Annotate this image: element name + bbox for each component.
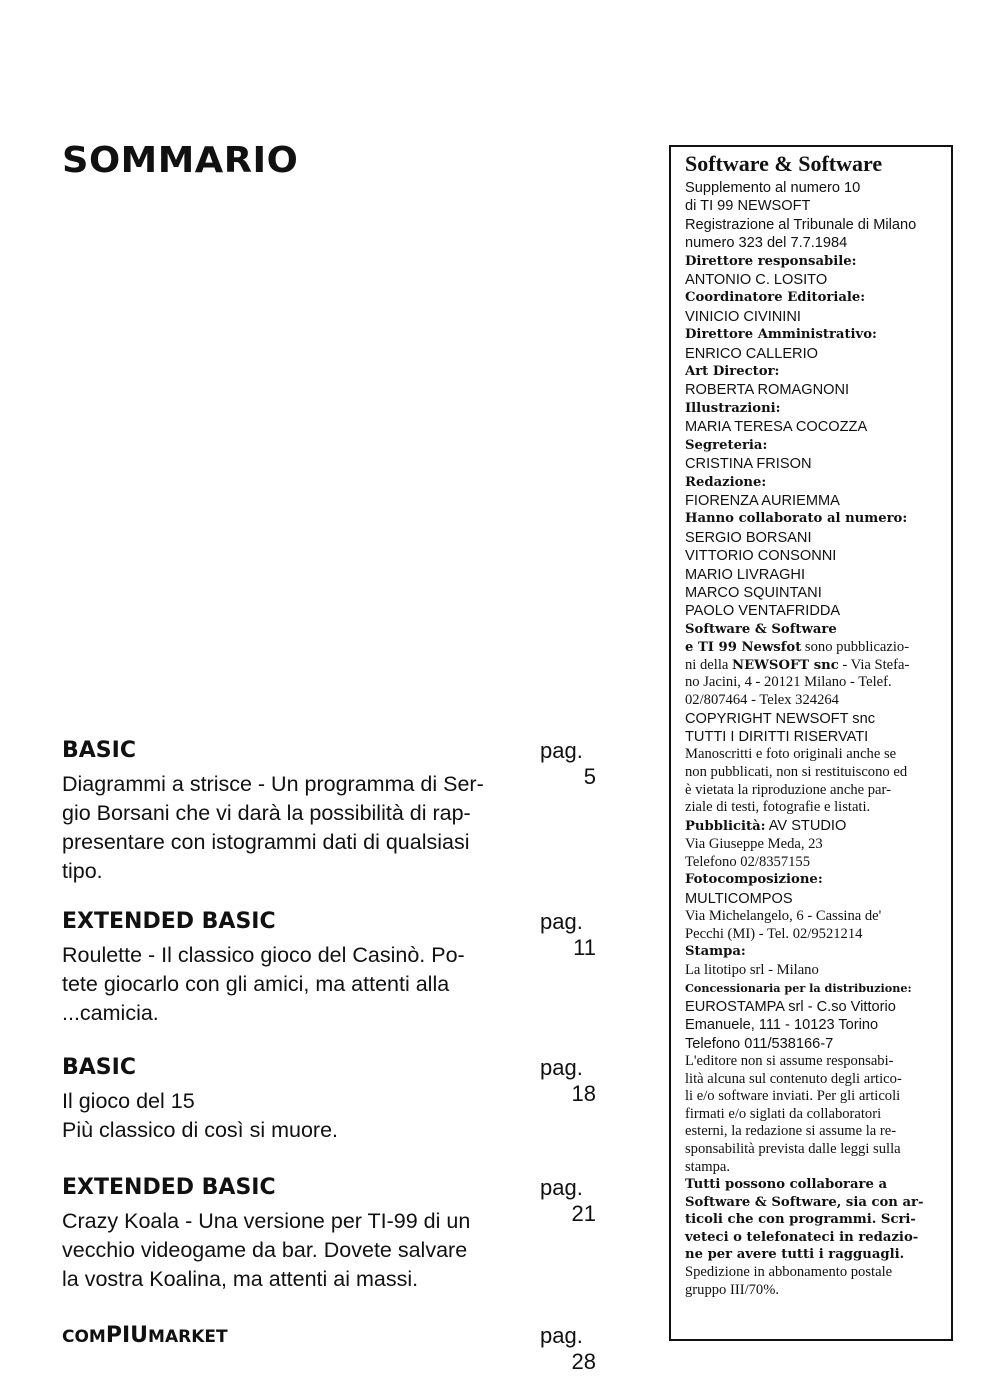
credit-text: PAOLO VENTAFRIDDA <box>685 603 841 620</box>
masthead-rights <box>685 710 951 817</box>
credit-text: non pubblicati, non si restituiscono ed <box>685 763 908 780</box>
pub-text: sono pubblicazio- <box>801 639 910 656</box>
credit-text: ENRICO CALLERIO <box>685 345 818 362</box>
credit-text: SERGIO BORSANI <box>685 529 812 546</box>
credit-label: Art Director: <box>685 364 780 380</box>
credit-text: ticoli che con programmi. Scri- <box>685 1212 916 1228</box>
credit-text: Via Giuseppe Meda, 23 <box>685 836 823 853</box>
credit-text: CRISTINA FRISON <box>685 456 812 473</box>
credit-text: MULTICOMPOS <box>685 890 793 907</box>
credit-label: Direttore Amministrativo: <box>685 327 877 343</box>
pub-text: 02/807464 - Telex 324264 <box>685 691 839 708</box>
toc-page <box>540 909 632 961</box>
credit-text: TUTTI I DIRITTI RISERVATI <box>685 728 869 745</box>
toc-entry <box>62 909 632 1028</box>
credit-text: Spedizione in abbonamento postale <box>685 1264 893 1281</box>
page-number: 21 <box>571 1201 596 1226</box>
masthead-credits <box>685 179 951 639</box>
credit-text: FIORENZA AURIEMMA <box>685 492 840 509</box>
credit-text: Telefono 011/538166-7 <box>685 1035 834 1052</box>
desc-line: Roulette - Il classico gioco del Casinò. Po- <box>62 943 465 967</box>
credit-label: Direttore responsabile: <box>685 253 857 269</box>
credit-text: Emanuele, 111 - 10123 Torino <box>685 1017 879 1034</box>
credit-text: è vietata la riproduzione anche par- <box>685 781 891 798</box>
toc-description <box>62 1207 502 1294</box>
desc-line: gio Borsani che vi darà la possibilità di rap- <box>62 801 471 825</box>
desc-line: tete giocarlo con gli amici, ma attenti alla <box>62 972 450 996</box>
credit-text: Supplemento al numero 10 <box>685 180 861 196</box>
page-label: pag. <box>540 1323 583 1348</box>
credit-label: Segreteria: <box>685 437 768 453</box>
credit-text: VITTORIO CONSONNI <box>685 548 837 565</box>
pub-text: - Via Stefa- <box>838 656 910 673</box>
credit-label: Fotocomposizione: <box>685 872 823 888</box>
page-number: 5 <box>583 764 596 789</box>
toc-description <box>62 1087 502 1145</box>
toc-entry <box>62 738 632 886</box>
credit-text: Via Michelangelo, 6 - Cassina de' <box>685 908 882 925</box>
desc-line: ...camicia. <box>62 1001 159 1025</box>
toc-page <box>540 738 632 790</box>
credit-text: ziale di testi, fotografie e listati. <box>685 799 871 816</box>
pub-company: NEWSOFT snc <box>732 657 839 673</box>
ad-label: Pubblicità: <box>685 818 766 834</box>
market-logo <box>62 1323 228 1348</box>
credit-text: numero 323 del 7.7.1984 <box>685 235 848 252</box>
masthead-box <box>669 145 953 1341</box>
credit-text: lità alcuna sul contenuto degli artico- <box>685 1070 902 1087</box>
credit-label: Concessionaria per la distribuzione: <box>685 981 912 996</box>
logo-part: COM <box>62 1327 106 1347</box>
toc-section: BASIC <box>62 1055 136 1080</box>
page-label: pag. <box>540 1175 583 1200</box>
credit-text: L'editore non si assume responsabi- <box>685 1052 894 1069</box>
credit-label: Redazione: <box>685 474 767 490</box>
toc-page <box>540 1323 632 1375</box>
page-label: pag. <box>540 1055 583 1080</box>
toc-section: EXTENDED BASIC <box>62 1175 276 1200</box>
credit-text: VINICIO CIVININI <box>685 308 801 325</box>
credit-text: Tutti possono collaborare a <box>685 1177 887 1193</box>
toc-page <box>540 1175 632 1227</box>
toc-description <box>62 941 502 1028</box>
desc-line: Più classico di così si muore. <box>62 1118 339 1142</box>
advertising <box>685 817 951 836</box>
credit-text: Telefono 02/8357155 <box>685 853 811 870</box>
toc-section: EXTENDED BASIC <box>62 909 276 934</box>
toc-entry-market <box>62 1323 632 1374</box>
credit-text: COPYRIGHT NEWSOFT snc <box>685 710 876 727</box>
credit-label: Stampa: <box>685 944 746 960</box>
credit-text: Registrazione al Tribunale di Milano <box>685 216 917 233</box>
toc-section: BASIC <box>62 738 136 763</box>
credit-text: MARCO SQUINTANI <box>685 584 822 601</box>
credit-text: sponsabilità prevista dalle leggi sulla <box>685 1140 901 1157</box>
logo-part: IU <box>121 1323 149 1348</box>
toc-page <box>540 1055 632 1107</box>
credit-text: MARIA TERESA COCOZZA <box>685 419 868 436</box>
credit-text: firmati e/o siglati da collaboratori <box>685 1105 882 1122</box>
masthead-contacts <box>685 836 951 1299</box>
credit-label: Hanno collaborato al numero: <box>685 511 908 527</box>
credit-text: gruppo III/70%. <box>685 1281 780 1298</box>
desc-line: Diagrammi a strisce - Un programma di Ser- <box>62 772 484 796</box>
credit-text: di TI 99 NEWSOFT <box>685 198 811 215</box>
credit-text: Software & Software, sia con ar- <box>685 1194 924 1210</box>
page-number: 11 <box>573 935 596 960</box>
page-label: pag. <box>540 738 583 763</box>
credit-label: Coordinatore Editoriale: <box>685 290 866 306</box>
toc-entry <box>62 1175 632 1294</box>
credit-text: Manoscritti e foto originali anche se <box>685 746 897 763</box>
pub-label: e TI 99 Newsfot <box>685 640 802 656</box>
desc-line: tipo. <box>62 859 103 883</box>
credit-text: Pecchi (MI) - Tel. 02/9521214 <box>685 925 863 942</box>
desc-line: vecchio videogame da bar. Dovete salvare <box>62 1238 468 1262</box>
pub-text: ni della <box>685 656 733 673</box>
credit-text: ne per avere tutti i ragguagli. <box>685 1247 905 1263</box>
credit-text: La litotipo srl - Milano <box>685 961 819 978</box>
credit-label: Software & Software <box>685 621 837 637</box>
desc-line: Il gioco del 15 <box>62 1089 195 1113</box>
credit-text: EUROSTAMPA srl - C.so Vittorio <box>685 998 896 1015</box>
publisher-info <box>685 639 951 709</box>
logo-part: MARKET <box>148 1327 228 1347</box>
page-number: 28 <box>571 1349 596 1374</box>
pub-text: no Jacini, 4 - 20121 Milano - Telef. <box>685 674 892 691</box>
logo-part: P <box>105 1323 122 1348</box>
toc-entry <box>62 1055 632 1145</box>
desc-line: la vostra Koalina, ma attenti ai massi. <box>62 1267 419 1291</box>
credit-text: stampa. <box>685 1158 730 1175</box>
credit-text: MARIO LIVRAGHI <box>685 566 806 583</box>
page-title: SOMMARIO <box>62 140 299 181</box>
credit-label: Illustrazioni: <box>685 400 781 416</box>
desc-line: presentare con istogrammi dati di qualsiasi <box>62 830 470 854</box>
desc-line: Crazy Koala - Una versione per TI-99 di un <box>62 1209 471 1233</box>
masthead-title: Software & Software <box>685 151 883 176</box>
credit-text: veteci o telefonateci in redazio- <box>685 1229 919 1245</box>
page-number: 18 <box>571 1081 596 1106</box>
credit-text: li e/o software inviati. Per gli articoli <box>685 1088 901 1105</box>
ad-value: AV STUDIO <box>765 817 847 834</box>
credit-text: ROBERTA ROMAGNONI <box>685 382 850 399</box>
credit-text: esterni, la redazione si assume la re- <box>685 1123 897 1140</box>
credit-text: ANTONIO C. LOSITO <box>685 272 828 289</box>
page-label: pag. <box>540 909 583 934</box>
toc-description <box>62 770 502 886</box>
